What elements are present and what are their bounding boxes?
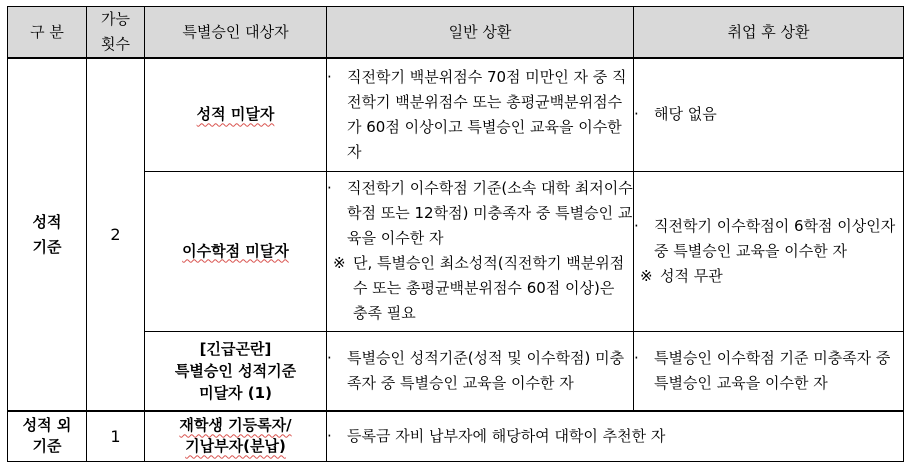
- target-low-grade-label: 성적 미달자: [196, 105, 275, 124]
- header-count: [87, 7, 145, 59]
- afterjob-low-credit-text: 직전학기 이수학점이 6학점 이상인자 중 특별승인 교육을 이수한 자: [654, 216, 896, 260]
- afterjob-low-grade-text: 해당 없음: [654, 105, 717, 124]
- afterjob-low-grade: [634, 58, 904, 171]
- non-grade-category-line1: 성적 외: [22, 416, 72, 435]
- table-row: [8, 58, 904, 171]
- non-grade-description: [327, 411, 904, 461]
- header-count-line1: 가능: [101, 10, 130, 28]
- target-emergency-line1: [긴급곤란]: [199, 339, 272, 358]
- general-emergency-text: 특별승인 성적기준(성적 및 이수학점) 미충족자 중 특별승인 교육을 이수한 자: [347, 348, 625, 392]
- table-row: [8, 411, 904, 461]
- non-grade-category-cell: [8, 411, 87, 461]
- target-low-credit: [145, 171, 327, 331]
- bullet-mark: ·: [634, 216, 639, 235]
- note-mark: ※: [333, 254, 346, 272]
- grade-category-line2: 기준: [32, 237, 62, 256]
- non-grade-count-cell: 1: [87, 411, 145, 461]
- header-category: 구 분: [8, 7, 87, 59]
- target-low-credit-label: 이수학점 미달자: [182, 241, 289, 260]
- header-after-job-repayment: 취업 후 상환: [634, 7, 904, 59]
- general-emergency: [327, 331, 634, 411]
- general-low-credit-note: 단, 특별승인 최소성적(직전학기 백분위점수 또는 총평균백분위점수 60점 이상)은 충족 필요: [353, 254, 625, 322]
- general-low-grade-text: 직전학기 백분위점수 70점 미만인 자 중 직전학기 백분위점수 또는 총평균백분위점수가 60점 이상이고 특별승인 교육을 이수한 자: [347, 67, 627, 161]
- afterjob-emergency: [634, 331, 904, 411]
- bullet-mark: ·: [327, 179, 332, 197]
- grade-count-cell: 2: [87, 58, 145, 411]
- afterjob-low-credit-note: 성적 무관: [660, 266, 723, 285]
- general-low-credit: [327, 171, 634, 331]
- target-enrolled-line1: 재학생 기등록자/: [179, 416, 292, 435]
- header-count-line2: 횟수: [101, 35, 130, 53]
- bullet-mark: ·: [634, 348, 639, 367]
- grade-category-line1: 성적: [32, 212, 62, 231]
- grade-category-cell: [8, 58, 87, 411]
- target-emergency-line2: 특별승인 성적기준: [174, 361, 297, 380]
- afterjob-low-credit: [634, 171, 904, 331]
- target-emergency-line3: 미달자 (1): [199, 383, 272, 402]
- target-emergency: [145, 331, 327, 411]
- non-grade-description-text: 등록금 자비 납부자에 해당하여 대학이 추천한 자: [347, 426, 666, 445]
- note-mark: ※: [640, 266, 653, 285]
- bullet-mark: ·: [634, 105, 639, 124]
- header-row: [8, 7, 904, 59]
- eligibility-table: [7, 6, 904, 462]
- header-target: 특별승인 대상자: [145, 7, 327, 59]
- general-low-credit-text: 직전학기 이수학점 기준(소속 대학 최저이수학점 또는 12학점) 미충족자 중 특별승인 교육을 이수한 자: [347, 179, 633, 247]
- afterjob-emergency-text: 특별승인 이수학점 기준 미충족자 중 특별승인 교육을 이수한 자: [654, 348, 891, 392]
- header-general-repayment: 일반 상환: [327, 7, 634, 59]
- bullet-mark: ·: [327, 67, 332, 86]
- bullet-mark: ·: [327, 426, 332, 445]
- general-low-grade: [327, 58, 634, 171]
- bullet-mark: ·: [327, 348, 332, 367]
- target-enrolled: [145, 411, 327, 461]
- target-low-grade: [145, 58, 327, 171]
- target-enrolled-line2: 기납부자(분납): [185, 437, 286, 456]
- non-grade-category-line2: 기준: [32, 437, 62, 456]
